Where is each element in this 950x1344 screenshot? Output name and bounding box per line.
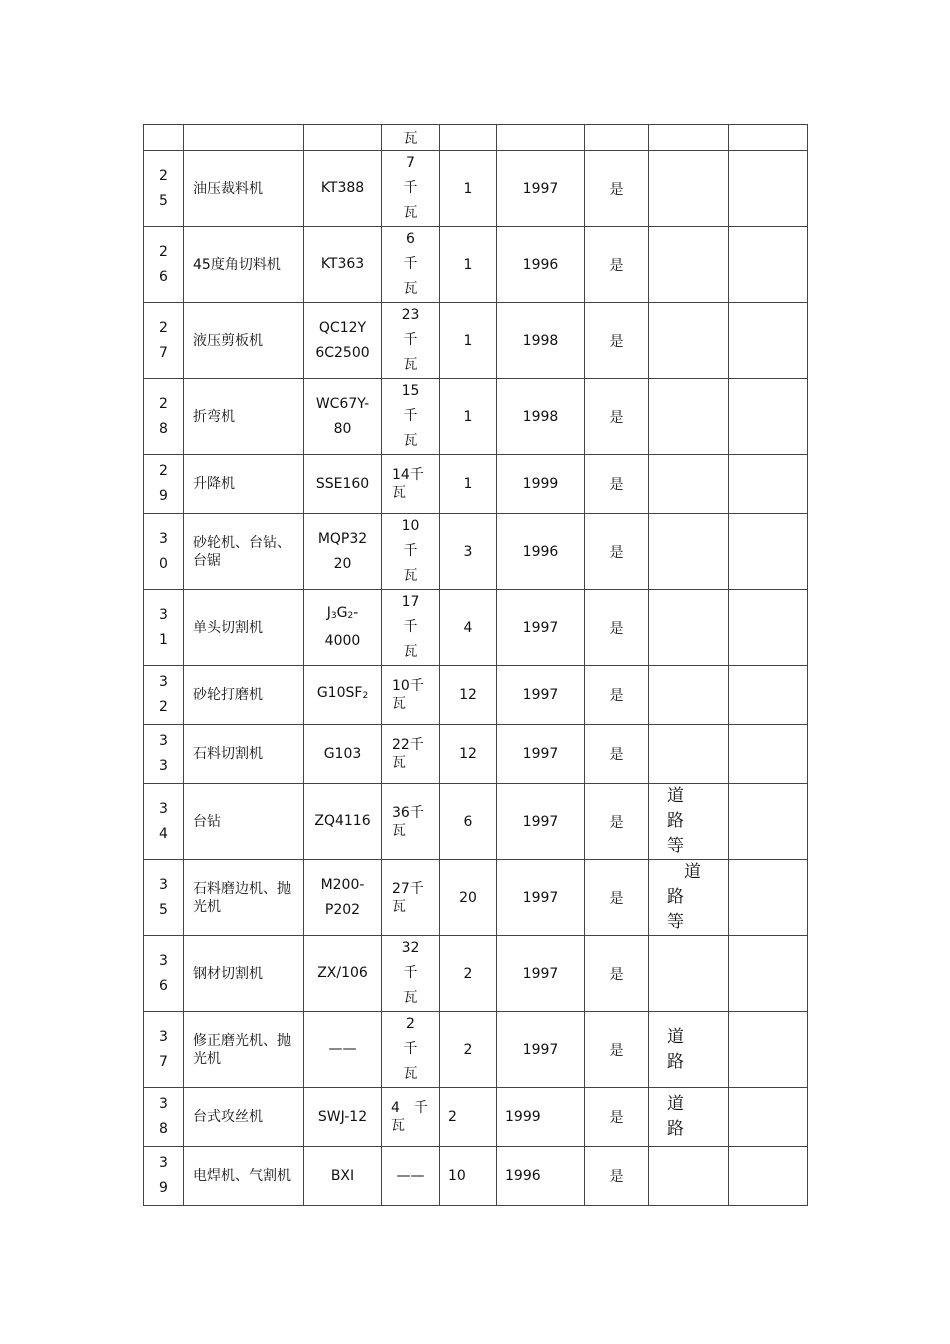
row-number-digit: 4 [159, 825, 168, 842]
remarks-cell [729, 455, 808, 514]
power-line: 瓦 [392, 822, 406, 839]
row-number-digit: 5 [159, 192, 168, 209]
power-cell [382, 784, 440, 860]
table-row [144, 784, 808, 860]
row-number-cell [144, 725, 184, 784]
year-cell: 1996 [497, 227, 585, 303]
power-line: 瓦 [403, 433, 418, 449]
power-line: 23 [401, 307, 420, 323]
model-line: WC67Y- [315, 395, 370, 412]
remarks-cell [729, 1088, 808, 1147]
model-cell [304, 1088, 382, 1147]
power-line: 瓦 [403, 205, 418, 221]
table-row [144, 1147, 808, 1206]
power-cell [382, 1012, 440, 1088]
model-cell [304, 1147, 382, 1206]
year-cell: 1998 [497, 303, 585, 379]
row-number-cell [144, 1147, 184, 1206]
model-cell [304, 151, 382, 227]
year-cell: 1997 [497, 860, 585, 936]
equipment-name-cell: 台钻 [184, 784, 304, 860]
model-line: SWJ-12 [317, 1108, 368, 1125]
status-cell: 是 [585, 303, 649, 379]
use-cell [649, 860, 729, 936]
equipment-table [143, 124, 808, 1206]
table-row [144, 860, 808, 936]
status-cell: 是 [585, 227, 649, 303]
power-line: 36千 [392, 804, 424, 821]
row-number-cell [144, 666, 184, 725]
row-number-cell [144, 860, 184, 936]
status-cell: 是 [585, 151, 649, 227]
model-line: QC12Y [318, 319, 367, 336]
power-line: 瓦 [403, 357, 418, 373]
model-cell [304, 725, 382, 784]
equipment-name-cell: 单头切割机 [184, 590, 304, 666]
row-number-cell [144, 590, 184, 666]
model-cell [304, 666, 382, 725]
model-cell [304, 590, 382, 666]
status-cell: 是 [585, 1012, 649, 1088]
row-number-digit: 3 [159, 800, 168, 817]
use-char: 道 [667, 1026, 684, 1047]
power-cell [382, 725, 440, 784]
row-number-digit: 3 [159, 1155, 168, 1171]
year-cell: 1996 [497, 514, 585, 590]
power-line: 10千 [392, 678, 424, 694]
year-cell: 1997 [497, 151, 585, 227]
table-row [144, 590, 808, 666]
quantity-cell: 12 [440, 725, 497, 784]
quantity-cell: 12 [440, 666, 497, 725]
power-line: 瓦 [392, 485, 406, 501]
year-cell: 1999 [497, 1088, 585, 1147]
power-cell [382, 227, 440, 303]
row-number-digit: 3 [159, 674, 168, 690]
row-number-digit: 8 [159, 1121, 168, 1137]
model-line: 20 [333, 555, 352, 572]
use-cell [649, 666, 729, 725]
equipment-name-cell: 石料切割机 [184, 725, 304, 784]
quantity-cell: 6 [440, 784, 497, 860]
model-line: P202 [324, 901, 361, 918]
use-cell [649, 725, 729, 784]
equipment-name-cell: 液压剪板机 [184, 303, 304, 379]
power-line: 2 [406, 1016, 415, 1032]
use-char: 等 [667, 912, 684, 932]
remarks-cell [729, 860, 808, 936]
model-cell [304, 514, 382, 590]
equipment-name-cell: 砂轮机、台钻、台锯 [184, 514, 304, 590]
year-cell: 1997 [497, 666, 585, 725]
row-number-cell [144, 227, 184, 303]
use-char: 路 [667, 811, 684, 831]
model-cell [304, 1012, 382, 1088]
power-line: 27千 [392, 880, 424, 897]
use-cell [649, 1012, 729, 1088]
row-number-digit: 9 [159, 1180, 168, 1196]
row-number-digit: 2 [159, 699, 168, 715]
remarks-cell [729, 590, 808, 666]
model-line: M200- [320, 876, 365, 893]
model-cell [304, 936, 382, 1012]
use-char: 路 [667, 887, 684, 907]
equipment-name-cell: 折弯机 [184, 379, 304, 455]
power-line: 千 [403, 1041, 418, 1057]
equipment-name-cell: 45度角切料机 [184, 227, 304, 303]
row-number-cell [144, 514, 184, 590]
row-number-digit: 2 [159, 243, 168, 260]
status-cell: 是 [585, 784, 649, 860]
table-row [144, 455, 808, 514]
model-line: KT363 [320, 256, 365, 272]
row-number-digit: 2 [159, 463, 168, 479]
table-row [144, 227, 808, 303]
quantity-cell: 1 [440, 455, 497, 514]
row-number-digit: 2 [159, 395, 168, 412]
model-cell [304, 455, 382, 514]
year-cell: 1998 [497, 379, 585, 455]
use-char: 道 [667, 1094, 684, 1114]
remarks-cell [729, 666, 808, 725]
row-number-cell [144, 936, 184, 1012]
year-cell: 1997 [497, 784, 585, 860]
remarks-cell [729, 725, 808, 784]
remarks-cell [729, 151, 808, 227]
row-number-cell [144, 1088, 184, 1147]
equipment-name-cell: 砂轮打磨机 [184, 666, 304, 725]
power-line: 瓦 [403, 281, 418, 297]
quantity-cell: 10 [440, 1147, 497, 1206]
table-row [144, 514, 808, 590]
status-cell: 是 [585, 860, 649, 936]
model-cell [304, 860, 382, 936]
use-char: 道 [684, 862, 701, 882]
remarks-cell [729, 379, 808, 455]
quantity-cell: 1 [440, 151, 497, 227]
equipment-name-cell: 升降机 [184, 455, 304, 514]
power-line: 6 [406, 231, 415, 247]
row-number-digit: 3 [159, 733, 168, 749]
status-cell: 是 [585, 455, 649, 514]
power-line: 32 [401, 940, 420, 956]
remarks-cell [729, 784, 808, 860]
remarks-cell [729, 227, 808, 303]
power-line: 千 [403, 180, 418, 196]
power-cell [382, 1088, 440, 1147]
power-cell [382, 379, 440, 455]
quantity-cell: 20 [440, 860, 497, 936]
remarks-cell [729, 1012, 808, 1088]
row-number-digit: 7 [159, 1053, 168, 1070]
row-number-digit: 3 [159, 606, 168, 623]
quantity-cell: 1 [440, 379, 497, 455]
use-cell [649, 379, 729, 455]
equipment-name-cell: 台式攻丝机 [184, 1088, 304, 1147]
remarks-cell [729, 303, 808, 379]
equipment-name-cell: 石料磨边机、抛光机 [184, 860, 304, 936]
model-line: —— [328, 1041, 357, 1057]
power-line: 4 千 [391, 1100, 428, 1116]
power-line: 7 [406, 155, 415, 171]
status-cell: 是 [585, 666, 649, 725]
power-line: 千 [403, 256, 418, 272]
row-number-digit: 3 [159, 758, 168, 774]
year-cell: 1999 [497, 455, 585, 514]
power-line: 瓦 [392, 696, 406, 712]
power-line: —— [396, 1167, 425, 1184]
power-line: 瓦 [391, 1118, 405, 1134]
power-cell [382, 514, 440, 590]
row-number-digit: 6 [159, 268, 168, 285]
table-row [144, 1012, 808, 1088]
row-number-digit: 5 [159, 901, 168, 918]
model-line: KT388 [320, 180, 365, 196]
row-number-cell [144, 151, 184, 227]
quantity-cell: 2 [440, 1012, 497, 1088]
model-cell [304, 227, 382, 303]
power-line: 17 [401, 594, 420, 610]
power-line: 瓦 [403, 644, 418, 660]
power-cell [382, 666, 440, 725]
row-number-digit: 2 [159, 167, 168, 184]
model-line: SSE160 [315, 475, 370, 492]
quantity-cell: 3 [440, 514, 497, 590]
year-cell: 1997 [497, 590, 585, 666]
model-line: ZX/106 [317, 965, 368, 981]
power-cell [382, 590, 440, 666]
status-cell: 是 [585, 1088, 649, 1147]
equipment-name-cell: 油压裁料机 [184, 151, 304, 227]
remarks-cell [729, 1147, 808, 1206]
model-subscript: 2 [347, 611, 354, 621]
power-cell [382, 936, 440, 1012]
power-line: 千 [403, 408, 418, 424]
equipment-name-cell: 钢材切割机 [184, 936, 304, 1012]
power-line: 瓦 [403, 568, 418, 584]
power-line: 瓦 [403, 1066, 418, 1082]
year-cell: 1997 [497, 1012, 585, 1088]
model-cell [304, 379, 382, 455]
power-line: 10 [401, 518, 420, 534]
continuation-row [144, 125, 808, 151]
model-subscript: 3 [330, 611, 337, 621]
use-cell [649, 514, 729, 590]
use-cell [649, 227, 729, 303]
power-line: 瓦 [392, 898, 406, 915]
row-number-cell [144, 784, 184, 860]
row-number-digit: 7 [159, 344, 168, 361]
quantity-cell: 4 [440, 590, 497, 666]
row-number-digit: 3 [159, 1096, 168, 1112]
use-char: 等 [667, 836, 684, 856]
quantity-cell: 1 [440, 303, 497, 379]
model-line: MQP32 [317, 530, 368, 547]
row-number-cell [144, 303, 184, 379]
row-number-digit: 3 [159, 530, 168, 547]
power-cell: 瓦 [382, 125, 440, 151]
row-number-digit: 3 [159, 876, 168, 893]
row-number-digit: 9 [159, 488, 168, 504]
status-cell: 是 [585, 725, 649, 784]
power-line: 千 [403, 332, 418, 348]
model-line: BXI [330, 1167, 355, 1184]
power-cell [382, 151, 440, 227]
row-number-cell [144, 1012, 184, 1088]
power-cell [382, 1147, 440, 1206]
model-cell [304, 784, 382, 860]
power-line: 瓦 [392, 755, 406, 771]
power-line: 千 [403, 965, 418, 981]
year-cell: 1996 [497, 1147, 585, 1206]
row-number-digit: 3 [159, 952, 168, 969]
row-number-digit: 1 [159, 631, 168, 648]
use-cell [649, 455, 729, 514]
table-row [144, 1088, 808, 1147]
quantity-cell: 2 [440, 1088, 497, 1147]
use-cell [649, 784, 729, 860]
use-cell [649, 151, 729, 227]
table-row [144, 936, 808, 1012]
power-line: 千 [403, 619, 418, 635]
use-char: 路 [667, 1051, 684, 1072]
model-line: ZQ4116 [314, 813, 371, 829]
remarks-cell [729, 936, 808, 1012]
model-line: $J_3G_2-$ [326, 605, 359, 621]
table-row [144, 379, 808, 455]
quantity-cell: 2 [440, 936, 497, 1012]
use-cell [649, 303, 729, 379]
power-cell [382, 860, 440, 936]
row-number-digit: 0 [159, 555, 168, 572]
status-cell: 是 [585, 936, 649, 1012]
remarks-cell [729, 514, 808, 590]
model-line: 4000 [324, 633, 361, 649]
equipment-name-cell: 修正磨光机、抛光机 [184, 1012, 304, 1088]
year-cell: 1997 [497, 936, 585, 1012]
table-row [144, 303, 808, 379]
row-number-digit: 3 [159, 1028, 168, 1045]
status-cell: 是 [585, 379, 649, 455]
row-number-cell [144, 455, 184, 514]
status-cell: 是 [585, 514, 649, 590]
row-number-digit: 2 [159, 319, 168, 336]
status-cell: 是 [585, 590, 649, 666]
power-line: 瓦 [403, 990, 418, 1006]
model-line: G103 [323, 745, 362, 762]
model-subscript: 2 [362, 691, 369, 701]
model-line: 80 [333, 420, 352, 437]
power-cell [382, 303, 440, 379]
power-line: 22千 [392, 737, 424, 753]
power-line: 千 [403, 543, 418, 559]
power-cell [382, 455, 440, 514]
use-char: 道 [667, 786, 684, 806]
table-row [144, 151, 808, 227]
equipment-name-cell: 电焊机、气割机 [184, 1147, 304, 1206]
status-cell: 是 [585, 1147, 649, 1206]
quantity-cell: 1 [440, 227, 497, 303]
use-cell [649, 590, 729, 666]
use-cell [649, 1147, 729, 1206]
model-line: 6C2500 [315, 344, 370, 361]
model-cell [304, 303, 382, 379]
row-number-digit: 6 [159, 977, 168, 994]
row-number-digit: 8 [159, 420, 168, 437]
use-char: 路 [667, 1119, 684, 1139]
power-line: 15 [401, 383, 420, 399]
row-number-cell [144, 379, 184, 455]
use-cell [649, 1088, 729, 1147]
table-row [144, 725, 808, 784]
power-line: 14千 [392, 467, 424, 483]
table-row [144, 666, 808, 725]
use-cell [649, 936, 729, 1012]
year-cell: 1997 [497, 725, 585, 784]
model-line: $G10SF_2$ [316, 685, 369, 701]
